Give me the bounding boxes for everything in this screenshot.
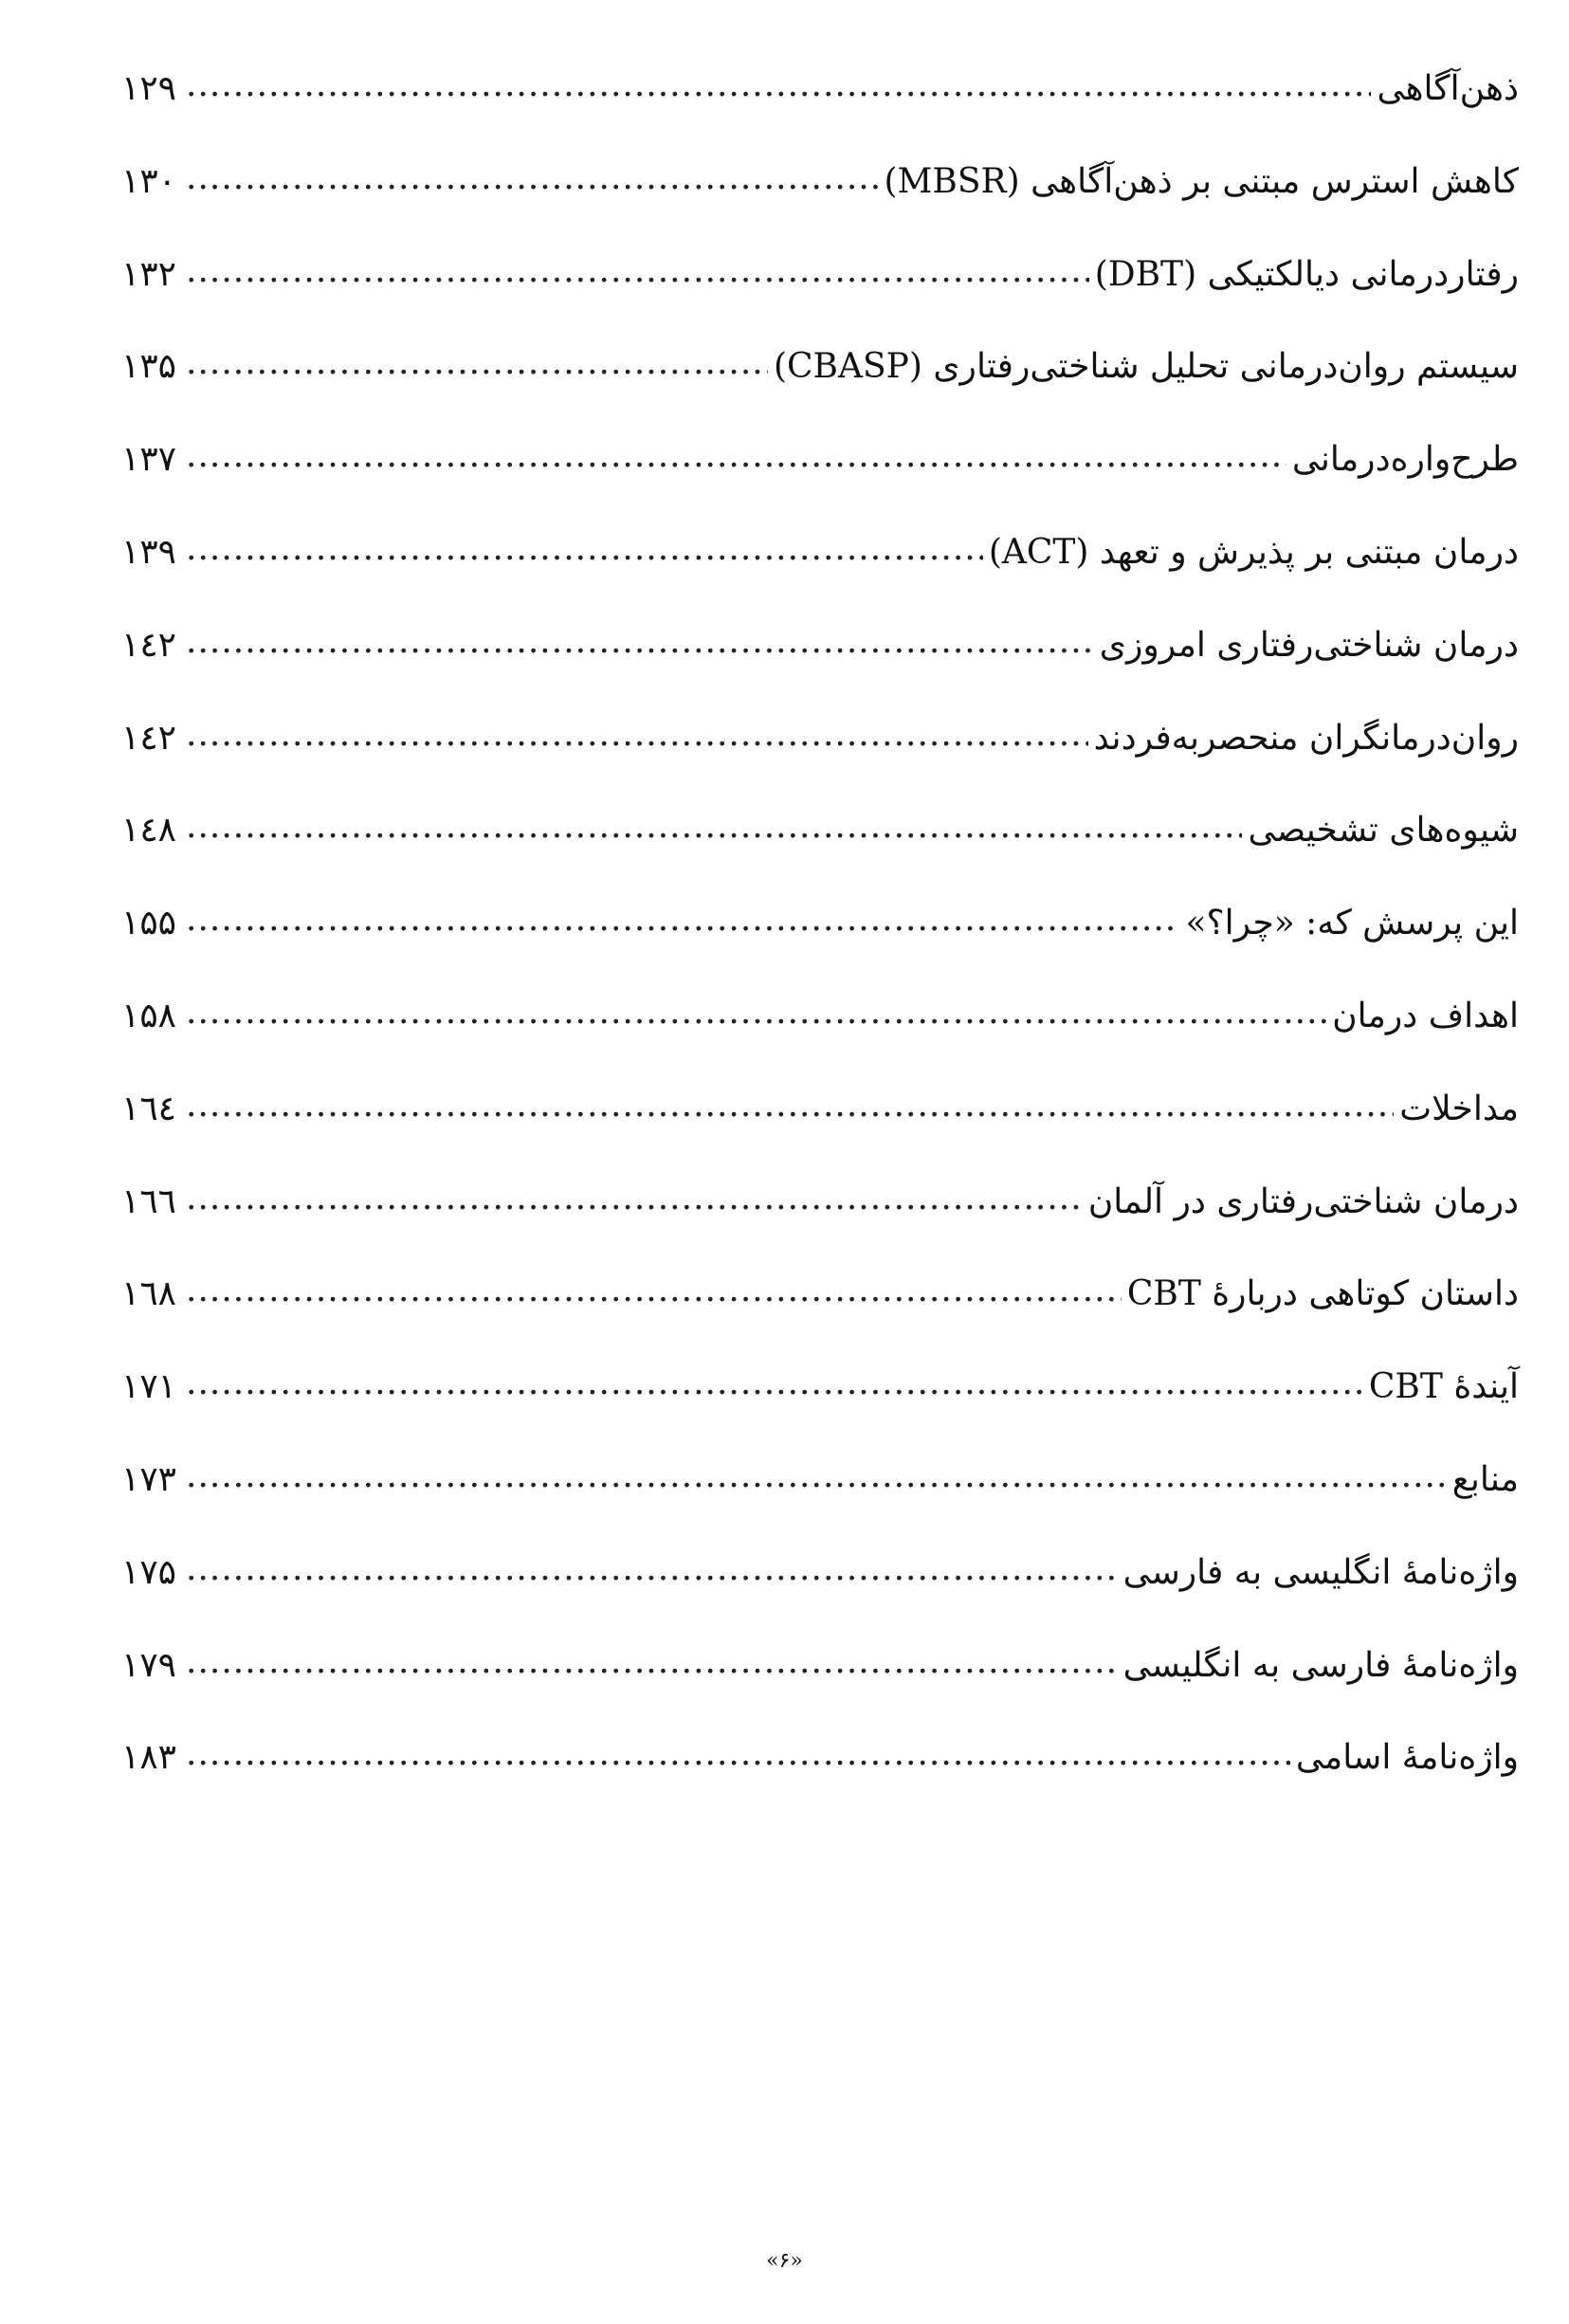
dot-leader	[186, 342, 768, 383]
toc-entry-page-number: ۱۵۵	[121, 904, 177, 943]
toc-entry	[121, 1737, 1519, 1830]
dot-leader	[186, 806, 1242, 847]
toc-entry	[121, 68, 1519, 161]
toc-entry-page-number: ۱۷۱	[121, 1367, 177, 1407]
toc-entry-title: داستان کوتاهی دربارهٔ CBT	[1126, 1274, 1519, 1314]
toc-entry-page-number: ۱٦٤	[121, 1089, 177, 1128]
page-folio-number: «۶»	[766, 2249, 803, 2273]
toc-entry-title: روان‌درمانگران منحصربه‌فردند	[1093, 718, 1519, 758]
dot-leader	[186, 157, 878, 198]
toc-entry-page-number: ۱۳۰	[121, 161, 177, 201]
toc-entry-title: شیوه‌های تشخیصی	[1248, 811, 1519, 851]
toc-entry-page-number: ۱۳۷	[121, 440, 177, 480]
toc-entry-page-number: ۱٤۸	[121, 811, 177, 851]
dot-leader	[186, 64, 1371, 105]
toc-entry	[121, 346, 1519, 439]
toc-entry-title: ذهن‌آگاهی	[1377, 69, 1519, 108]
dot-leader	[186, 714, 1088, 755]
toc-entry	[121, 1181, 1519, 1274]
toc-entry-page-number: ۱۳۵	[121, 347, 177, 387]
toc-entry	[121, 254, 1519, 347]
toc-entry-page-number: ۱۷۵	[121, 1552, 177, 1592]
dot-leader	[186, 1363, 1363, 1403]
toc-entry-page-number: ۱۸۳	[121, 1738, 177, 1778]
toc-entry-page-number: ۱۷۹	[121, 1645, 177, 1685]
toc-entry-page-number: ۱۷۳	[121, 1459, 177, 1499]
dot-leader	[186, 899, 1179, 940]
toc-entry-title: درمان شناختی‌رفتاری امروزی	[1099, 625, 1519, 665]
dot-leader	[186, 1270, 1122, 1310]
toc-entry	[121, 439, 1519, 532]
toc-entry-title: آیندهٔ CBT	[1368, 1367, 1519, 1407]
toc-entry	[121, 532, 1519, 625]
toc-entry	[121, 1645, 1519, 1738]
toc-entry-title: واژه‌نامهٔ فارسی به انگلیسی	[1122, 1645, 1519, 1685]
toc-entry	[121, 810, 1519, 903]
toc-entry-page-number: ۱۳۲	[121, 254, 177, 294]
toc-entry-title: رفتاردرمانی دیالکتیکی (DBT)	[1094, 254, 1519, 294]
dot-leader	[186, 992, 1326, 1033]
dot-leader	[186, 621, 1094, 662]
toc-entry-page-number: ۱٤۲	[121, 718, 177, 758]
toc-entry-title: طرح‌واره‌درمانی	[1291, 440, 1519, 480]
toc-entry-page-number: ۱٦۸	[121, 1274, 177, 1314]
toc-entry	[121, 1459, 1519, 1552]
dot-leader	[186, 1548, 1118, 1589]
toc-entry	[121, 718, 1519, 811]
toc-entry	[121, 625, 1519, 718]
toc-entry-title: منابع	[1451, 1459, 1519, 1499]
toc-entry-page-number: ۱۲۹	[121, 69, 177, 108]
toc-entry	[121, 996, 1519, 1089]
toc-entry-page-number: ۱٦٦	[121, 1181, 177, 1221]
dot-leader	[186, 435, 1286, 476]
toc-entry-page-number: ۱٤۲	[121, 625, 177, 665]
dot-leader	[186, 1455, 1447, 1496]
toc-entry	[121, 1089, 1519, 1181]
dot-leader	[186, 1085, 1394, 1125]
dot-leader	[186, 528, 983, 569]
toc-entry-title: سیستم روان‌درمانی تحلیل شناختی‌رفتاری (CBASP)	[773, 347, 1519, 387]
toc-entry	[121, 1552, 1519, 1645]
toc-entry-title: درمان مبتنی بر پذیرش و تعهد (ACT)	[988, 532, 1519, 572]
dot-leader	[186, 1641, 1118, 1682]
toc-entry	[121, 1273, 1519, 1366]
toc-entry	[121, 161, 1519, 254]
dot-leader	[186, 250, 1089, 291]
toc-entry-page-number: ۱۵۸	[121, 996, 177, 1035]
toc-entry-title: کاهش استرس مبتنی بر ذهن‌آگاهی (MBSR)	[884, 161, 1519, 201]
toc-entry-title: این پرسش که: «چرا؟»	[1185, 904, 1519, 943]
toc-entry-title: اهداف درمان	[1332, 996, 1519, 1035]
table-of-contents	[121, 68, 1519, 1830]
dot-leader	[186, 1178, 1083, 1218]
dot-leader	[186, 1733, 1290, 1774]
toc-entry-title: مداخلات	[1399, 1089, 1519, 1128]
toc-entry	[121, 903, 1519, 996]
toc-entry-title: واژه‌نامهٔ انگلیسی به فارسی	[1122, 1552, 1519, 1592]
toc-entry-page-number: ۱۳۹	[121, 532, 177, 572]
toc-entry-title: واژه‌نامهٔ اسامی	[1295, 1738, 1519, 1778]
toc-entry	[121, 1366, 1519, 1459]
toc-entry-title: درمان شناختی‌رفتاری در آلمان	[1087, 1181, 1519, 1221]
